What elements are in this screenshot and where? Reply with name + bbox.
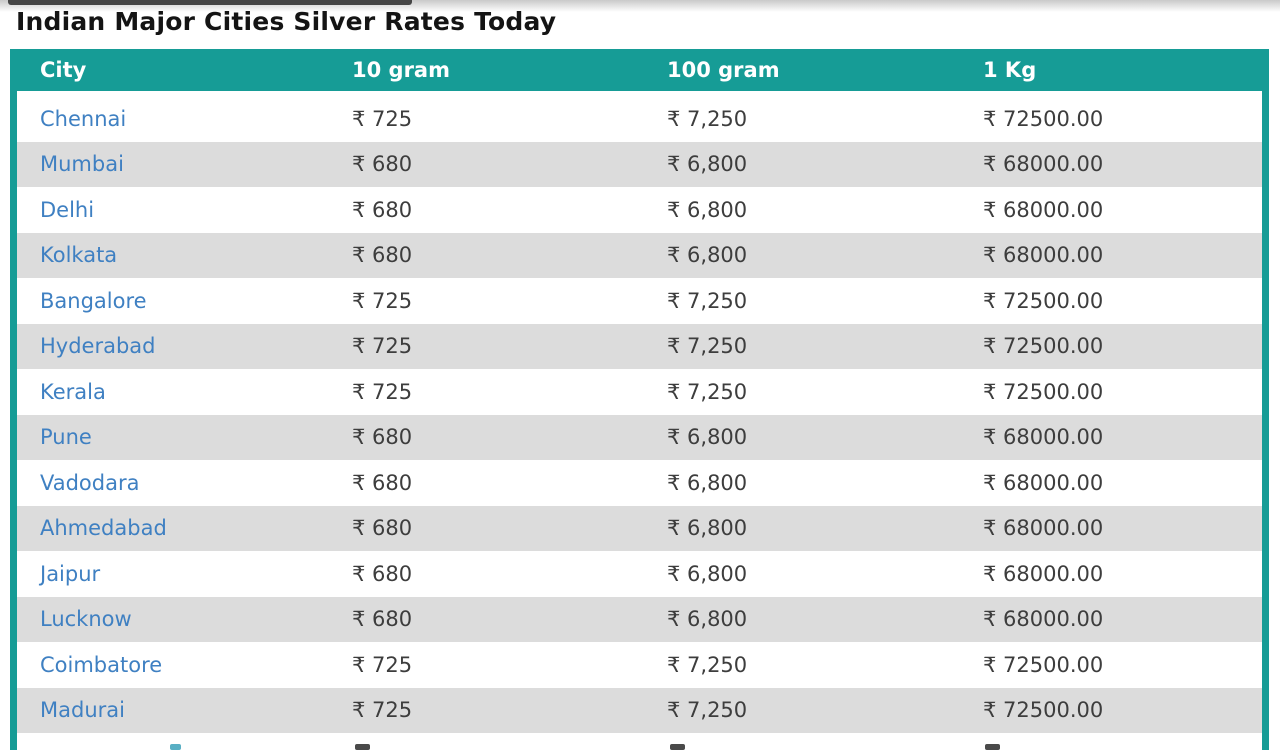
city-link[interactable]: Hyderabad [40, 334, 156, 359]
table-row [17, 688, 1262, 734]
rate-100-gram: ₹ 6,800 [667, 152, 748, 177]
rate-10-gram: ₹ 725 [352, 106, 413, 131]
city-link[interactable]: Bangalore [40, 288, 147, 313]
rate-10-gram: ₹ 725 [352, 288, 413, 313]
city-cell [17, 198, 352, 222]
rate-1-kg: ₹ 68000.00 [983, 243, 1104, 268]
rate-10-gram: ₹ 680 [352, 152, 413, 177]
table-header-row [17, 49, 1262, 91]
table-row [17, 551, 1262, 597]
table-row [17, 415, 1262, 461]
rate-100-gram: ₹ 7,250 [667, 288, 748, 313]
table-row [17, 369, 1262, 415]
silver-rates-table [10, 49, 1269, 750]
rate-10-gram: ₹ 680 [352, 425, 413, 450]
city-cell [17, 289, 352, 313]
clipped-rupee-glyph-top [670, 744, 685, 750]
rate-100-gram: ₹ 6,800 [667, 425, 748, 450]
rate-10-gram: ₹ 680 [352, 197, 413, 222]
rate-10-gram: ₹ 680 [352, 561, 413, 586]
column-header-10-gram: 10 gram [352, 58, 450, 82]
clipped-rupee-glyph-top [985, 744, 1000, 750]
rate-100-gram: ₹ 6,800 [667, 561, 748, 586]
city-link[interactable]: Ahmedabad [40, 516, 167, 541]
top-dark-bar [8, 0, 412, 5]
clipped-rupee-glyph-top [355, 744, 370, 750]
city-link[interactable]: Coimbatore [40, 652, 163, 677]
city-link[interactable]: Delhi [40, 197, 95, 222]
rate-100-gram: ₹ 7,250 [667, 652, 748, 677]
clipped-partial-row [17, 733, 1262, 750]
page-title: Indian Major Cities Silver Rates Today [16, 7, 557, 36]
table-row [17, 187, 1262, 233]
city-cell [17, 516, 352, 540]
table-row [17, 506, 1262, 552]
rate-10-gram: ₹ 680 [352, 243, 413, 268]
rate-100-gram: ₹ 6,800 [667, 470, 748, 495]
city-cell [17, 425, 352, 449]
city-link[interactable]: Kolkata [40, 243, 118, 268]
rate-10-gram: ₹ 680 [352, 516, 413, 541]
rate-1-kg: ₹ 72500.00 [983, 652, 1104, 677]
city-cell [17, 653, 352, 677]
rate-1-kg: ₹ 68000.00 [983, 197, 1104, 222]
rate-100-gram: ₹ 7,250 [667, 379, 748, 404]
rate-10-gram: ₹ 725 [352, 698, 413, 723]
rate-100-gram: ₹ 7,250 [667, 106, 748, 131]
city-cell [17, 562, 352, 586]
column-header-100-gram: 100 gram [667, 58, 780, 82]
column-header-city: City [40, 58, 87, 82]
rate-100-gram: ₹ 6,800 [667, 197, 748, 222]
column-header-1-kg: 1 Kg [983, 58, 1037, 82]
city-link[interactable]: Madurai [40, 698, 125, 723]
table-row [17, 324, 1262, 370]
city-link[interactable]: Pune [40, 425, 92, 450]
city-link[interactable]: Chennai [40, 106, 127, 131]
rate-10-gram: ₹ 725 [352, 652, 413, 677]
rate-10-gram: ₹ 680 [352, 607, 413, 632]
rate-100-gram: ₹ 7,250 [667, 698, 748, 723]
table-row [17, 233, 1262, 279]
city-link[interactable]: Jaipur [40, 561, 101, 586]
rate-100-gram: ₹ 6,800 [667, 607, 748, 632]
table-row [17, 597, 1262, 643]
table-row [17, 96, 1262, 142]
city-cell [17, 243, 352, 267]
rate-1-kg: ₹ 68000.00 [983, 425, 1104, 450]
rate-1-kg: ₹ 72500.00 [983, 334, 1104, 359]
city-cell [17, 334, 352, 358]
table-row [17, 642, 1262, 688]
rate-1-kg: ₹ 68000.00 [983, 561, 1104, 586]
city-cell [17, 152, 352, 176]
city-cell [17, 380, 352, 404]
rate-100-gram: ₹ 6,800 [667, 516, 748, 541]
rate-1-kg: ₹ 72500.00 [983, 379, 1104, 404]
rate-10-gram: ₹ 725 [352, 379, 413, 404]
city-cell [17, 607, 352, 631]
rate-1-kg: ₹ 72500.00 [983, 106, 1104, 131]
rate-100-gram: ₹ 6,800 [667, 243, 748, 268]
rate-1-kg: ₹ 68000.00 [983, 607, 1104, 632]
rate-10-gram: ₹ 725 [352, 334, 413, 359]
city-link[interactable]: Lucknow [40, 607, 132, 632]
rate-1-kg: ₹ 68000.00 [983, 470, 1104, 495]
city-cell [17, 107, 352, 131]
clipped-city-glyph-top [170, 744, 181, 750]
table-body [17, 96, 1262, 733]
city-cell [17, 471, 352, 495]
rate-1-kg: ₹ 68000.00 [983, 152, 1104, 177]
rate-1-kg: ₹ 68000.00 [983, 516, 1104, 541]
table-row [17, 142, 1262, 188]
rate-100-gram: ₹ 7,250 [667, 334, 748, 359]
city-link[interactable]: Mumbai [40, 152, 124, 177]
table-row [17, 460, 1262, 506]
city-link[interactable]: Vadodara [40, 470, 140, 495]
rate-1-kg: ₹ 72500.00 [983, 288, 1104, 313]
rate-10-gram: ₹ 680 [352, 470, 413, 495]
city-cell [17, 698, 352, 722]
rate-1-kg: ₹ 72500.00 [983, 698, 1104, 723]
city-link[interactable]: Kerala [40, 379, 106, 404]
table-row [17, 278, 1262, 324]
